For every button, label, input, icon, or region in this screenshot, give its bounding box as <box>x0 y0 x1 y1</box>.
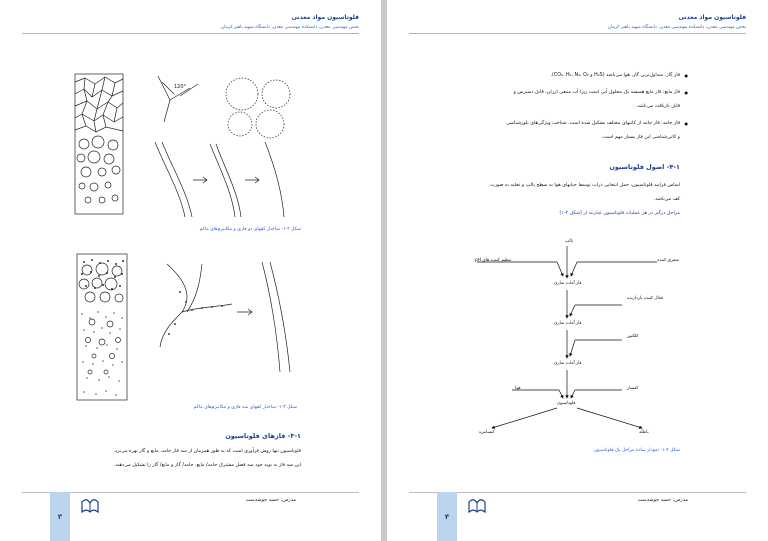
document-page-left <box>0 0 381 541</box>
flow-ph-regulators: تنظیم کننده های pH <box>475 258 512 263</box>
flow-pulp: پالپ <box>565 239 574 244</box>
bullet-continuation: قابل بازیافت می‌باشد. <box>635 104 680 109</box>
flow-frother: کفساز <box>627 386 639 391</box>
paragraph-line: کف می‌باشد. <box>653 197 680 202</box>
header-title: فلوتاسیون مواد معدنی <box>678 14 746 21</box>
foam-structure-figure-3phase <box>72 252 302 402</box>
bullet-gas-phase: ● فاز گاز: متداول‌ترین گاز، هوا می‌باشد (H₂S و CO₂, H₂, N₂, O₂). <box>550 73 680 78</box>
flow-air: هوا <box>515 386 521 391</box>
header-divider <box>22 33 359 34</box>
figure-caption-1: شکل ۲-۱- ساختار کفهای دو فازی و مکانیزم‌های ماکم <box>199 227 301 232</box>
flow-activator: فعال کننده بازدارنده <box>627 296 663 301</box>
section-heading-phases: ۳-۱- فازهای فلوتاسیون <box>225 432 301 440</box>
page-number-tab: ۴ <box>437 492 457 541</box>
svg-text:120°: 120° <box>174 84 187 90</box>
paragraph-line: اساس فرایند فلوتاسیون، حمل انتخابی ذرات توسط حبابهای هوا به سطح پالپ و تخلیه به صورت <box>490 183 680 188</box>
university-logo-icon <box>467 496 487 514</box>
bullet-continuation: و کانی‌شناسی این فاز بسیار مهم است. <box>601 135 680 140</box>
header-divider <box>409 33 746 34</box>
paragraph-line: این سه فاز به نوبه خود سه فصل مشترک جامد/ مایع، جامد/ گاز و مایع/ گاز را تشکیل می‌دهند. <box>114 463 301 468</box>
header-title: فلوتاسیون مواد معدنی <box>291 14 359 21</box>
paragraph-line: مراحل درگیر در هر عملیات فلوتاسیون عبارتند از (شکل ۴-۱) <box>559 211 680 216</box>
page-number-tab: ۳ <box>50 492 70 541</box>
footer-author: مدرس: حمید خوشدست <box>245 497 296 503</box>
paragraph-line: فلوتاسیون تنها روش فرآوری است که به طور همزمان از سه فاز جامد، مایع و گاز بهره می‌برد. <box>113 449 301 454</box>
flow-concentrate: کنسانتره <box>479 430 495 435</box>
bullet-liquid-phase: ● فاز مایع: فاز مایع همیشه یک محلول آبی است زیرا آب منبعی ارزان، قابل دسترس و <box>514 90 680 95</box>
figure-caption-2: شکل ۳-۱- ساختار کفهای سه فازی و مکانیزم‌های ماکم <box>193 405 297 410</box>
flow-depressant: متفرق کننده <box>657 258 679 263</box>
footer-divider <box>409 492 746 493</box>
foam-structure-figure-2phase <box>70 72 300 222</box>
flow-flotation: فلوتاسیون <box>557 401 576 406</box>
figure-caption-flowchart: شکل ۴-۱- نمودار ساده مراحل یک فلوتاسیون <box>593 448 680 453</box>
university-logo-icon <box>80 496 100 514</box>
header-subtitle: بخش مهندسی معدن، دانشکده مهندسی معدن، دانشگاه شهید باهنر کرمان <box>220 25 359 30</box>
document-page-right <box>387 0 768 541</box>
flow-conditioning-3: فاز آماده سازی <box>554 361 582 366</box>
footer-divider <box>22 492 359 493</box>
bullet-solid-phase: ● فاز جامد: فاز جامد از کانیهای مختلف تشکیل شده است. شناخت ویژگی‌های بلورشناسی <box>506 121 680 126</box>
header-subtitle: بخش مهندسی معدن، دانشکده مهندسی معدن، دانشگاه شهید باهنر کرمان <box>607 25 746 30</box>
flow-tailings: باطله <box>639 430 649 435</box>
flow-collector: کلکتور <box>627 334 639 339</box>
flow-conditioning-2: فاز آماده سازی <box>554 321 582 326</box>
flow-conditioning-1: فاز آماده سازی <box>554 281 582 286</box>
footer-author: مدرس: حمید خوشدست <box>637 497 688 503</box>
section-heading-principles: ۴-۱- اصول فلوتاسیون <box>609 163 680 171</box>
